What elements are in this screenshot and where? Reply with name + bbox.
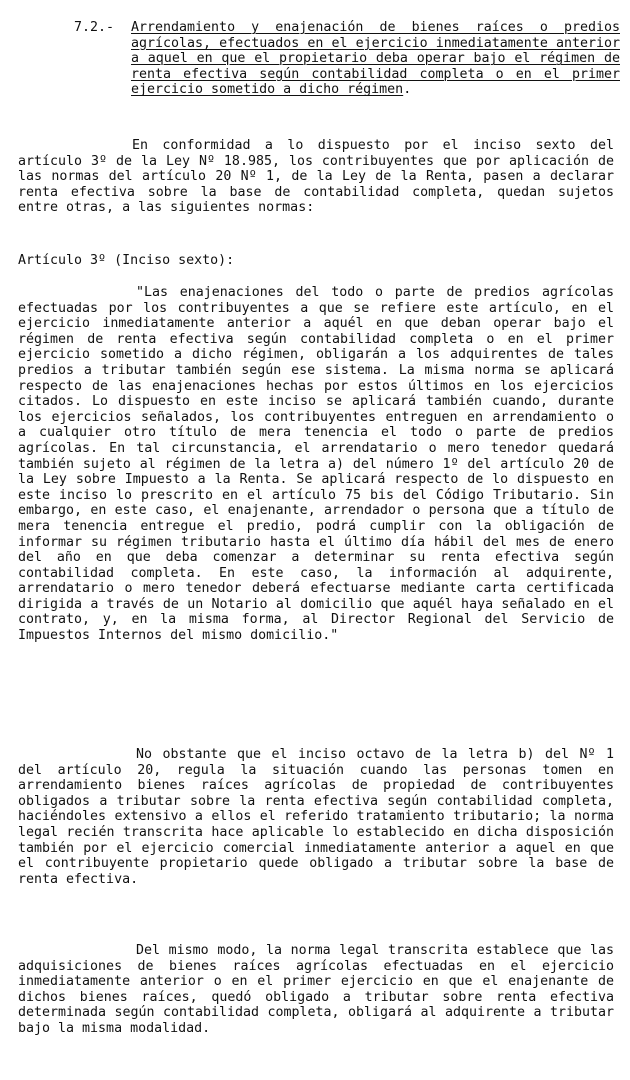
section-number: 7.2.- xyxy=(74,20,115,35)
no-obstante-paragraph: No obstante que el inciso octavo de la letra b) del Nº 1 del artículo 20, regula la situación cuando las personas tomen en arrendamiento bienes raíces agrícolas de propiedad de contribuyentes obligados a tributar sobre la renta efectiva según contabilidad completa, haciéndoles extensivo a ellos el referido tratamiento tributario; la norma legal recién transcrita hace aplicable lo establecido en dicha disposición también por el ejercicio comercial inmediatamente anterior a aquel en que el contribuyente propietario quede obligado a tributar sobre la base de renta efectiva. xyxy=(18,747,614,887)
del-mismo-modo-paragraph: Del mismo modo, la norma legal transcrita establece que las adquisiciones de bienes raíces agrícolas efectuadas en el ejercicio inmediatamente anterior o en el primer ejercicio en que el enajenante de dichos bienes raíces, quedó obligado a tributar sobre renta efectiva determinada según contabilidad completa, obligará al adquirente a tributar bajo la misma modalidad. xyxy=(18,943,614,1036)
article-heading: Artículo 3º (Inciso sexto): xyxy=(18,253,235,268)
section-title-period: . xyxy=(403,82,412,98)
intro-paragraph: En conformidad a lo dispuesto por el inciso sexto del artículo 3º de la Ley Nº 18.985, los contribuyentes que por aplicación de las normas del artículo 20 Nº 1, de la Ley de la Renta, pasen a declarar renta efectiva sobre la base de contabilidad completa, quedan sujetos entre otras, a las siguientes normas: xyxy=(18,138,614,216)
section-title-text: Arrendamiento y enajenación de bienes raíces o predios agrícolas, efectuados en el ejercicio inmediatamente anterior a aquel en que el propietario deba operar bajo el régimen de renta efectiva según contabilidad completa o en el primer ejercicio sometido a dicho régimen xyxy=(131,20,620,98)
quoted-law-text: "Las enajenaciones del todo o parte de predios agrícolas efectuadas por los contribuyentes a que se refiere este artículo, en el ejercicio inmediatamente anterior a aquél en que deban operar bajo el régimen de renta efectiva según contabilidad completa o en el primer ejercicio sometido a dicho régimen, obligarán a los adquirentes de tales predios a tributar también según ese sistema. La misma norma se aplicará respecto de las enajenaciones hechas por estos últimos en los ejercicios citados. Lo dispuesto en este inciso se aplicará también cuando, durante los ejercicios señalados, los contribuyentes entreguen en arrendamiento o a cualquier otro título de mera tenencia el todo o parte de predios agrícolas. En tal circunstancia, el arrendatario o mero tenedor quedará también sujeto al régimen de la letra a) del número 1º del artículo 20 de la Ley sobre Impuesto a la Renta. Se aplicará respecto de lo dispuesto en este inciso lo prescrito en el artículo 75 bis del Código Tributario. Sin embargo, en este caso, el enajenante, arrendador o persona que a título de mera tenencia entregue el predio, podrá cumplir con la obligación de informar su régimen tributario hasta el último día hábil del mes de enero del año en que deba comenzar a determinar su renta efectiva según contabilidad completa. En este caso, la información al adquirente, arrendatario o mero tenedor deberá efectuarse mediante carta certificada dirigida a través de un Notario al domicilio que aquél haya señalado en el contrato, y, en la misma forma, al Director Regional del Servicio de Impuestos Internos del mismo domicilio." xyxy=(18,285,614,644)
section-title xyxy=(131,20,620,98)
